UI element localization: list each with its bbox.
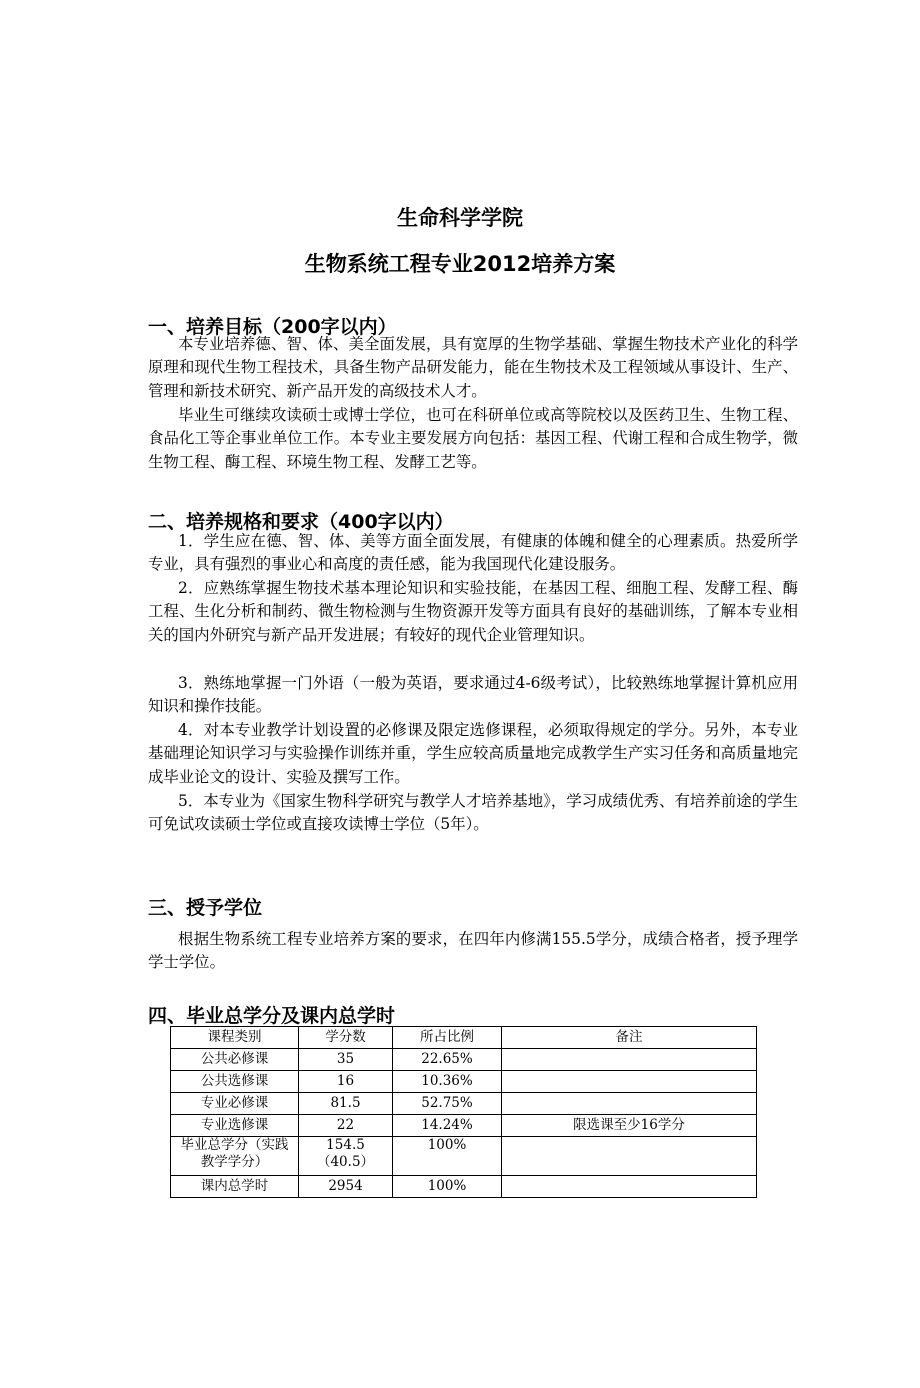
- cell-category: 毕业总学分（实践教学学分）: [171, 1137, 299, 1176]
- cell-category: 课内总学时: [171, 1176, 299, 1198]
- cell-remarks: [502, 1093, 757, 1115]
- section-1-heading: 一、培养目标（200字以内）: [148, 316, 397, 338]
- cell-remarks: [502, 1049, 757, 1071]
- requirement-item-2: 2．应熟练掌握生物技术基本理论知识和实验技能，在基因工程、细胞工程、发酵工程、酶工程、生化分析和制药、微生物检测与生物资源开发等方面具有良好的基础训练，了解本专业相关的国内外研究与新产品开发进展；有较好的现代企业管理知识。: [148, 579, 798, 644]
- table-row: [171, 1049, 757, 1071]
- objective-paragraph: 本专业培养德、智、体、美全面发展，具有宽厚的生物学基础、掌握生物技术产业化的科学原理和现代生物工程技术，具备生物产品研发能力，能在生物技术及工程领域从事设计、生产、管理和新技术研究、新产品开发的高级技术人才。: [148, 335, 798, 400]
- header-course-category: 课程类别: [171, 1027, 299, 1049]
- cell-remarks: [502, 1176, 757, 1198]
- school-title: 生命科学学院: [397, 206, 523, 230]
- cell-remarks: [502, 1071, 757, 1093]
- table-row: [171, 1137, 757, 1176]
- cell-percentage: 52.75%: [393, 1093, 502, 1115]
- requirement-item-1: 1．学生应在德、智、体、美等方面全面发展，有健康的体魄和健全的心理素质。热爱所学专业，具有强烈的事业心和高度的责任感，能为我国现代化建设服务。: [148, 532, 798, 574]
- requirement-item-4: 4．对本专业教学计划设置的必修课及限定选修课程，必须取得规定的学分。另外，本专业基础理论知识学习与实验操作训练并重，学生应较高质量地完成教学生产实习任务和高质量地完成毕业论文的设计、实验及撰写工作。: [148, 721, 798, 786]
- section-3-heading: 三、授予学位: [148, 897, 263, 919]
- cell-percentage: 22.65%: [393, 1049, 502, 1071]
- cell-credits: 154.5（40.5）: [299, 1137, 393, 1176]
- cell-credits: 81.5: [299, 1093, 393, 1115]
- cell-category: 专业选修课: [171, 1115, 299, 1137]
- credits-table: [170, 1026, 757, 1198]
- cell-remarks: [502, 1137, 757, 1176]
- cell-percentage: 100%: [393, 1176, 502, 1198]
- cell-credits: 22: [299, 1115, 393, 1137]
- graduate-paragraph: 毕业生可继续攻读硕士或博士学位，也可在科研单位或高等院校以及医药卫生、生物工程、食品化工等企事业单位工作。本专业主要发展方向包括：基因工程、代谢工程和合成生物学，微生物工程、酶工程、环境生物工程、发酵工艺等。: [148, 406, 798, 471]
- header-remarks: 备注: [502, 1027, 757, 1049]
- header-percentage: 所占比例: [393, 1027, 502, 1049]
- cell-percentage: 10.36%: [393, 1071, 502, 1093]
- cell-category: 公共必修课: [171, 1049, 299, 1071]
- table-header-row: [171, 1027, 757, 1049]
- cell-percentage: 14.24%: [393, 1115, 502, 1137]
- requirement-item-3: 3．熟练地掌握一门外语（一般为英语，要求通过4-6级考试），比较熟练地掌握计算机应用知识和操作技能。: [148, 674, 798, 716]
- cell-credits: 2954: [299, 1176, 393, 1198]
- cell-remarks: 限选课至少16学分: [502, 1115, 757, 1137]
- section-2-heading: 二、培养规格和要求（400字以内）: [148, 511, 454, 533]
- degree-paragraph: 根据生物系统工程专业培养方案的要求，在四年内修满155.5学分，成绩合格者，授予理学学士学位。: [148, 930, 798, 972]
- cell-category: 专业必修课: [171, 1093, 299, 1115]
- cell-credits: 16: [299, 1071, 393, 1093]
- requirement-item-5: 5．本专业为《国家生物科学研究与教学人才培养基地》，学习成绩优秀、有培养前途的学生可免试攻读硕士学位或直接攻读博士学位（5年）。: [148, 792, 798, 834]
- table-row: [171, 1071, 757, 1093]
- cell-percentage: 100%: [393, 1137, 502, 1176]
- table-row: [171, 1176, 757, 1198]
- section-4-heading: 四、毕业总学分及课内总学时: [148, 1005, 396, 1027]
- table-row: [171, 1115, 757, 1137]
- cell-category: 公共选修课: [171, 1071, 299, 1093]
- table-row: [171, 1093, 757, 1115]
- program-title: 生物系统工程专业2012培养方案: [304, 252, 616, 276]
- header-credits: 学分数: [299, 1027, 393, 1049]
- cell-credits: 35: [299, 1049, 393, 1071]
